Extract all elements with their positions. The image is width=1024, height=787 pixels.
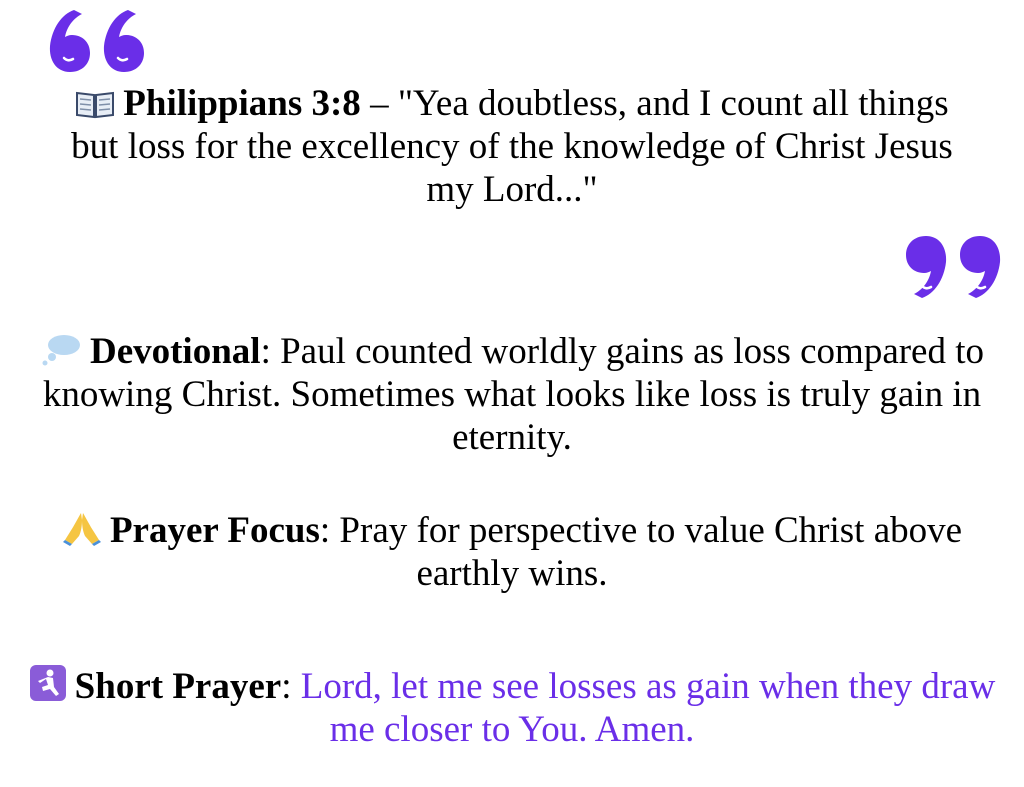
- verse-separator: –: [360, 83, 398, 124]
- short-prayer-text-block: [10, 664, 1014, 751]
- devotional-text: : Paul counted worldly gains as loss compared to knowing Christ. Sometimes what looks like loss is truly gain in eternity.: [42, 331, 985, 458]
- verse-text-block: [60, 82, 964, 211]
- verse-reference: Philippians 3:8: [123, 83, 361, 124]
- short-prayer-text: Lord, let me see losses as gain when they draw me closer to You. Amen.: [300, 666, 996, 750]
- short-prayer-label: Short Prayer: [74, 666, 282, 707]
- close-quote-icon: [904, 226, 1006, 306]
- open-book-icon: [75, 89, 115, 119]
- short-prayer-separator: :: [281, 666, 301, 707]
- praying-hands-icon: [62, 510, 102, 546]
- place-of-worship-icon: [29, 664, 67, 702]
- prayer-focus-text-block: [20, 509, 1004, 595]
- open-quote-icon: [44, 2, 146, 74]
- prayer-focus-text: : Pray for perspective to value Christ above earthly wins.: [319, 510, 963, 594]
- verse-quote: "Yea doubtless, and I count all things but loss for the excellency of the knowledge of Christ Jesus my Lord...": [71, 83, 953, 210]
- devotional-text-block: [8, 330, 1016, 459]
- thought-bubble-icon: [40, 333, 82, 367]
- prayer-focus-label: Prayer Focus: [109, 510, 320, 551]
- devotional-label: Devotional: [89, 331, 261, 372]
